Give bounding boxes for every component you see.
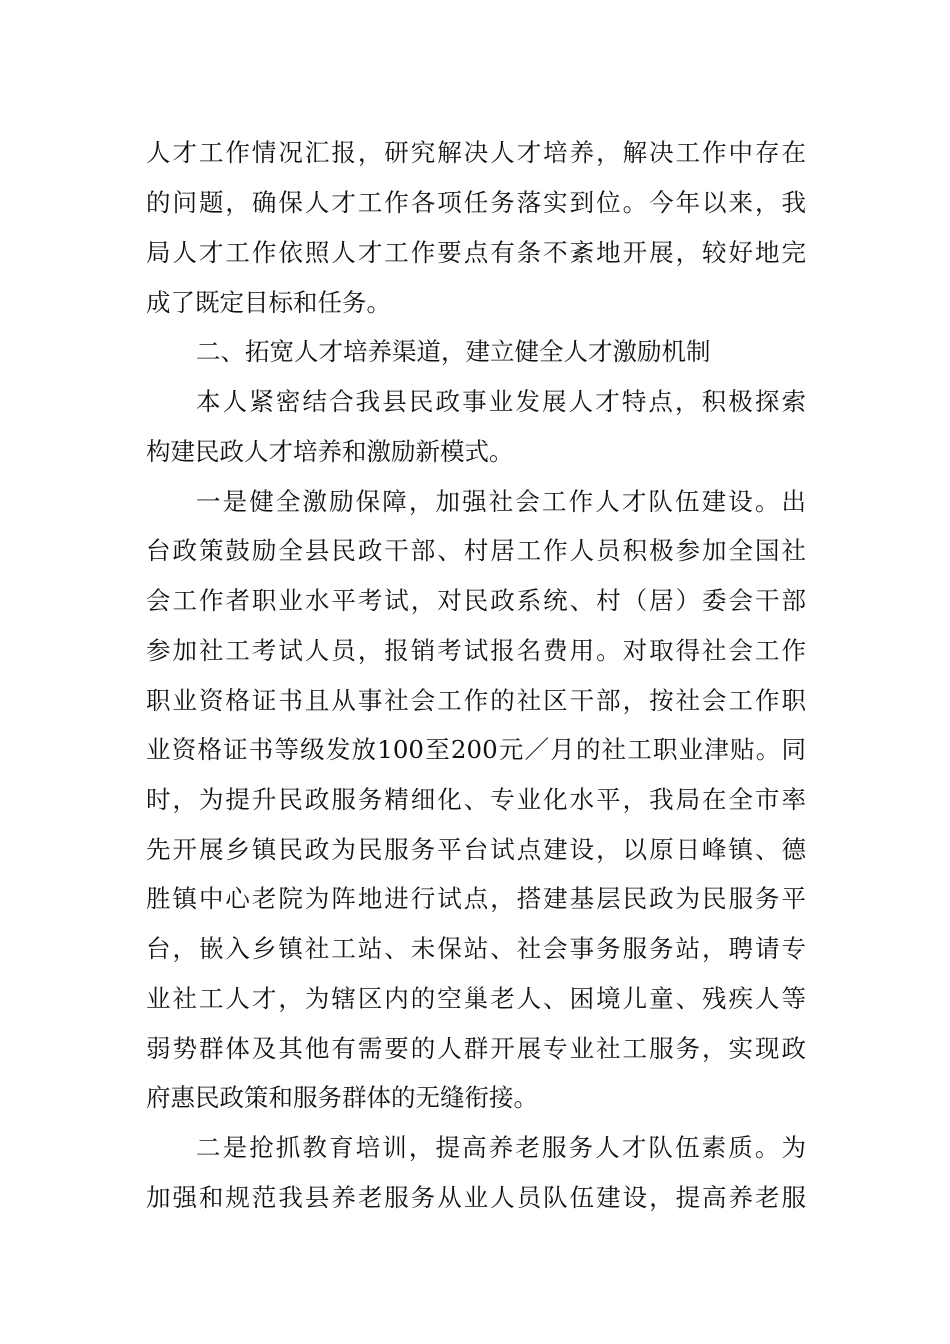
text-line: 局人才工作依照人才工作要点有条不紊地开展，较好地完 xyxy=(146,238,806,267)
text-line: 一是健全激励保障，加强社会工作人才队伍建设。出 xyxy=(196,487,806,516)
text-line: 参加社工考试人员，报销考试报名费用。对取得社会工作 xyxy=(146,636,806,665)
text-line: 加强和规范我县养老服务从业人员队伍建设，提高养老服 xyxy=(146,1183,806,1212)
text-line: 的问题，确保人才工作各项任务落实到位。今年以来，我 xyxy=(146,188,806,217)
text-line: 会工作者职业水平考试，对民政系统、村（居）委会干部 xyxy=(146,586,806,615)
text-line: 人才工作情况汇报，研究解决人才培养，解决工作中存在 xyxy=(146,138,806,167)
text-line: 先开展乡镇民政为民服务平台试点建设，以原日峰镇、德 xyxy=(146,835,806,864)
text-line: 府惠民政策和服务群体的无缝衔接。 xyxy=(146,1083,538,1112)
text-line: 弱势群体及其他有需要的人群开展专业社工服务，实现政 xyxy=(146,1034,806,1063)
section-heading: 二、拓宽人才培养渠道，建立健全人才激励机制 xyxy=(196,337,711,366)
text-line: 时，为提升民政服务精细化、专业化水平，我局在全市率 xyxy=(146,785,806,814)
text-line: 职业资格证书且从事社会工作的社区干部，按社会工作职 xyxy=(146,686,806,715)
text-line: 台政策鼓励全县民政干部、村居工作人员积极参加全国社 xyxy=(146,536,806,565)
text-line: 胜镇中心老院为阵地进行试点，搭建基层民政为民服务平 xyxy=(146,884,806,913)
text-line: 本人紧密结合我县民政事业发展人才特点，积极探索 xyxy=(196,387,806,416)
text-line: 二是抢抓教育培训，提高养老服务人才队伍素质。为 xyxy=(196,1133,806,1162)
text-line: 业资格证书等级发放100至200元／月的社工职业津贴。同 xyxy=(146,735,806,764)
text-line: 业社工人才，为辖区内的空巢老人、困境儿童、残疾人等 xyxy=(146,984,806,1013)
text-line: 成了既定目标和任务。 xyxy=(146,288,391,317)
text-line: 构建民政人才培养和激励新模式。 xyxy=(146,437,514,466)
text-line: 台，嵌入乡镇社工站、未保站、社会事务服务站，聘请专 xyxy=(146,934,806,963)
